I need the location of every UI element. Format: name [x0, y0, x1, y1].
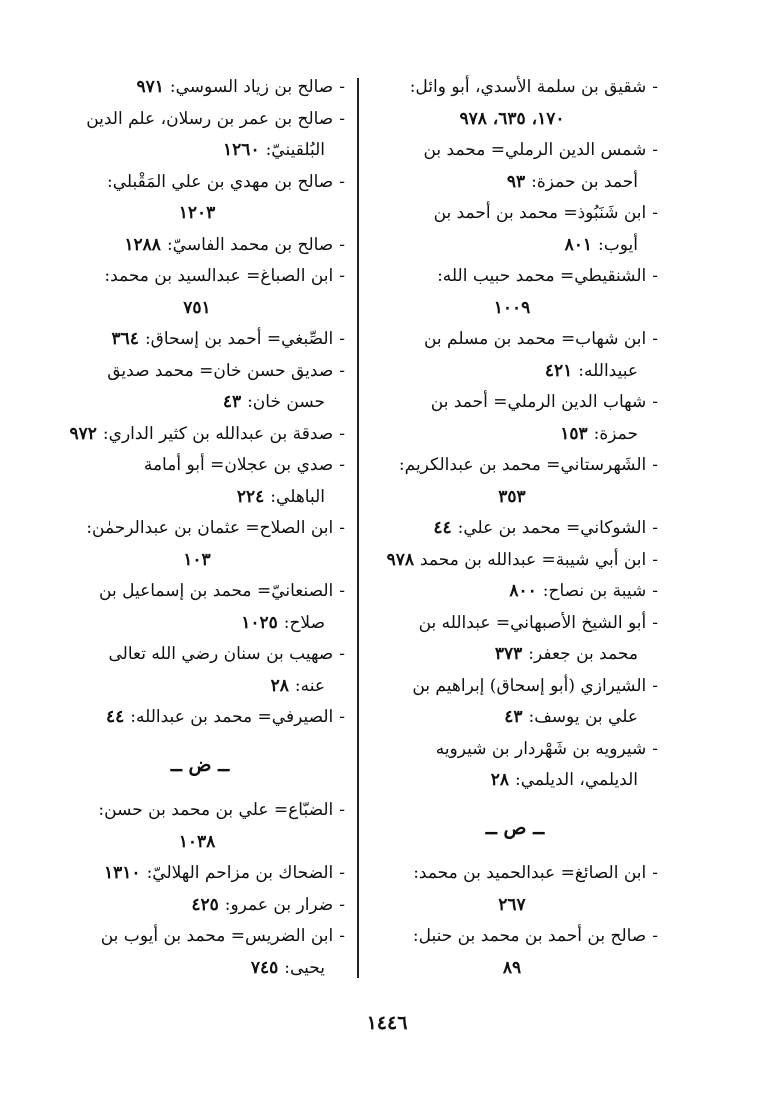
entry-continuation — [55, 135, 345, 167]
index-entry — [55, 450, 345, 513]
index-column-left — [55, 72, 345, 984]
index-entry — [372, 135, 658, 198]
entry-continuation — [372, 890, 652, 922]
page-reference: ٢٢٤ — [236, 486, 265, 507]
entry-name: الشيرازي (أبو إسحاق) إبراهيم بن — [412, 675, 647, 696]
page-reference: ١٠٢٥ — [241, 612, 278, 633]
entry-bullet: - — [339, 894, 345, 915]
index-entry — [372, 734, 658, 797]
page-reference: ٤٣ — [222, 392, 242, 412]
index-entry — [372, 450, 658, 513]
entry-continuation-text: حمزة: — [593, 423, 638, 444]
entry-continuation-text: حسن خان: — [247, 392, 325, 412]
index-entry — [55, 230, 345, 262]
entry-continuation — [55, 387, 345, 419]
entry-name: صدقة بن عبدالله بن كثير الداري: — [102, 423, 334, 444]
index-entry — [55, 890, 345, 922]
entry-bullet: - — [652, 140, 658, 160]
entry-continuation-text: ١٠٣٨ — [178, 831, 216, 852]
entry-name: صالح بن أحمد بن محمد بن حنبل: — [412, 926, 647, 946]
index-entry — [55, 639, 345, 702]
page-reference: ٤٢٥ — [191, 894, 219, 915]
entry-name: الشوكاني= محمد بن علي: — [457, 518, 647, 538]
entry-continuation-text: ١٧٠، ٦٣٥، ٩٧٨ — [459, 108, 565, 129]
entry-bullet: - — [652, 329, 658, 349]
index-entry — [372, 576, 658, 608]
entry-bullet: - — [339, 863, 345, 883]
entry-name: صالح بن عمر بن رسلان، علم الدين — [86, 108, 334, 129]
index-entry — [372, 387, 658, 450]
entry-name: أبو الشيخ الأصبهاني= عبدالله بن — [418, 612, 647, 633]
page-reference: ٤٤ — [106, 707, 125, 727]
entry-continuation-text: يحيى: — [284, 957, 325, 978]
page-reference: ٣٧٣ — [494, 644, 523, 664]
page-reference: ٢٨ — [490, 770, 510, 790]
entry-continuation-text: محمد بن جعفر: — [528, 644, 638, 664]
entry-continuation-text: البُلقينيّ: — [265, 140, 325, 160]
entry-continuation-text: أحمد بن حمزة: — [531, 171, 638, 192]
entry-name: شقيق بن سلمة الأسدي، أبو وائل: — [409, 77, 647, 97]
index-entry — [372, 324, 658, 387]
section-heading: ــ ص ــ — [485, 816, 545, 839]
entry-bullet: - — [652, 203, 658, 223]
entry-bullet: - — [339, 234, 345, 255]
entry-continuation-text: ١٢٠٣ — [178, 203, 216, 223]
entry-name: ابن الصائغ= عبدالحميد بن محمد: — [413, 863, 647, 883]
entry-continuation — [372, 293, 652, 325]
entry-continuation — [55, 545, 339, 577]
entry-bullet: - — [339, 266, 345, 286]
index-entry — [55, 104, 345, 167]
entry-bullet: - — [652, 266, 658, 286]
entry-continuation-text: ٧٥١ — [183, 297, 211, 318]
entry-name: الضحاك بن مزاحم الهلاليّ: — [146, 863, 334, 883]
entry-bullet: - — [652, 77, 658, 97]
index-entry — [372, 545, 658, 577]
entry-name: شيبة بن نصاح: — [542, 581, 647, 601]
entry-name: صهيب بن سنان رضي الله تعالى — [108, 644, 334, 664]
page-reference: ٤٤ — [433, 518, 452, 538]
entry-bullet: - — [652, 926, 658, 946]
entry-continuation — [372, 104, 652, 136]
entry-name: ابن شَنَبُوذ= محمد بن أحمد بن — [433, 203, 647, 223]
entry-continuation-text: الديلمي، الديلمي: — [515, 770, 638, 790]
page-reference: ٨٠٠ — [509, 581, 537, 601]
index-entry — [55, 921, 345, 984]
page-number: ١٤٤٦ — [366, 1012, 408, 1034]
entry-continuation — [55, 827, 339, 859]
page-reference: ١٥٣ — [560, 423, 588, 444]
entry-name: الصِّبغي= أحمد بن إسحاق: — [144, 329, 334, 349]
page-reference: ١٢٦٠ — [223, 140, 260, 160]
entry-name: الصنعانيّ= محمد بن إسماعيل بن — [99, 581, 334, 601]
entry-bullet: - — [339, 926, 345, 946]
index-entry — [55, 261, 345, 324]
page-reference: ٢٨ — [270, 675, 289, 696]
entry-continuation — [372, 356, 658, 388]
entry-bullet: - — [339, 77, 345, 97]
entry-name: صالح بن زياد السوسي: — [169, 77, 334, 97]
index-column-right — [372, 72, 658, 984]
page-reference: ٤٣ — [504, 707, 523, 727]
entry-name: الشَهرستاني= محمد بن عبدالكريم: — [398, 455, 647, 475]
index-entry — [372, 72, 658, 135]
entry-name: الصيرفي= محمد بن عبدالله: — [130, 707, 334, 727]
page-reference: ٩٧٨ — [386, 549, 414, 570]
index-entry — [55, 702, 345, 734]
entry-bullet: - — [652, 455, 658, 475]
entry-continuation-text: ١٠٣ — [183, 549, 211, 570]
index-entry — [55, 167, 345, 230]
entry-name: صالح بن محمد الفاسيّ: — [166, 234, 334, 255]
page-reference: ٩٣ — [506, 171, 526, 192]
entry-bullet: - — [339, 518, 345, 538]
entry-continuation — [372, 953, 652, 985]
index-entry — [372, 513, 658, 545]
entry-continuation-text: أيوب: — [598, 234, 638, 255]
entry-continuation-text: عنه: — [294, 675, 325, 696]
index-entry — [372, 198, 658, 261]
page-reference: ٧٤٥ — [250, 957, 279, 978]
page-reference: ٩٧٢ — [69, 423, 97, 444]
entry-continuation — [55, 953, 345, 985]
entry-continuation-text: ١٠٠٩ — [493, 297, 531, 318]
entry-continuation-text: علي بن يوسف: — [528, 707, 638, 727]
entry-continuation — [55, 293, 339, 325]
index-entry — [372, 608, 658, 671]
index-entry — [55, 576, 345, 639]
entry-continuation — [372, 482, 652, 514]
entry-name: شمس الدين الرملي= محمد بن — [423, 140, 647, 160]
entry-name: ابن أبي شيبة= عبدالله بن محمد — [420, 549, 647, 570]
entry-bullet: - — [652, 612, 658, 633]
entry-bullet: - — [339, 108, 345, 129]
index-entry — [55, 324, 345, 356]
entry-continuation — [372, 702, 658, 734]
entry-bullet: - — [652, 863, 658, 883]
entry-continuation-text: ٣٥٣ — [498, 486, 526, 507]
entry-bullet: - — [339, 644, 345, 664]
entry-bullet: - — [339, 171, 345, 192]
entry-name: ابن شهاب= محمد بن مسلم بن — [423, 329, 647, 349]
entry-name: شيرويه بن شَهْردار بن شيرويه — [435, 738, 647, 759]
entry-name: ضرار بن عمرو: — [224, 894, 334, 915]
index-entry — [55, 356, 345, 419]
entry-continuation-text: صلاح: — [283, 612, 325, 633]
index-entry — [372, 261, 658, 324]
entry-name: صالح بن مهدي بن علي المَقْبلي: — [107, 171, 334, 192]
entry-name: الضبّاع= علي بن محمد بن حسن: — [98, 800, 334, 820]
page-reference: ٨٠١ — [564, 234, 593, 255]
entry-continuation — [372, 167, 658, 199]
index-entry — [55, 858, 345, 890]
entry-bullet: - — [339, 360, 345, 381]
page-reference: ٤٢١ — [544, 360, 573, 381]
entry-bullet: - — [339, 423, 345, 444]
entry-continuation-text: عبيدالله: — [578, 360, 638, 381]
index-entry — [372, 858, 658, 921]
entry-bullet: - — [652, 549, 658, 570]
entry-continuation — [55, 671, 345, 703]
index-entry — [55, 795, 345, 858]
entry-bullet: - — [339, 329, 345, 349]
index-entry — [372, 671, 658, 734]
entry-bullet: - — [652, 518, 658, 538]
entry-continuation — [372, 230, 658, 262]
entry-bullet: - — [339, 581, 345, 601]
column-divider — [357, 78, 359, 978]
entry-bullet: - — [652, 675, 658, 696]
entry-name: شهاب الدين الرملي= أحمد بن — [430, 392, 647, 412]
entry-continuation-text: ٨٩ — [502, 957, 522, 978]
entry-bullet: - — [339, 455, 345, 475]
page-reference: ٩٧١ — [136, 77, 164, 97]
entry-continuation — [55, 608, 345, 640]
entry-continuation — [372, 419, 658, 451]
entry-bullet: - — [339, 800, 345, 820]
entry-name: الشنقيطي= محمد حبيب الله: — [437, 266, 647, 286]
entry-name: ابن الضريس= محمد بن أيوب بن — [100, 926, 334, 946]
entry-continuation — [372, 639, 658, 671]
page-reference: ٣٦٤ — [111, 329, 139, 349]
entry-name: صدي بن عجلان= أبو أمامة — [143, 455, 334, 475]
entry-continuation — [55, 198, 339, 230]
entry-continuation — [372, 765, 658, 797]
entry-bullet: - — [652, 581, 658, 601]
index-entry — [55, 513, 345, 576]
entry-bullet: - — [339, 707, 345, 727]
entry-name: ابن الصلاح= عثمان بن عبدالرحمٰن: — [86, 518, 334, 538]
entry-name: صديق حسن خان= محمد صديق — [107, 360, 334, 381]
entry-bullet: - — [652, 392, 658, 412]
index-entry — [55, 72, 345, 104]
entry-bullet: - — [652, 738, 658, 759]
entry-continuation-text: ٢٦٧ — [498, 894, 526, 915]
entry-name: ابن الصباغ= عبدالسيد بن محمد: — [104, 266, 334, 286]
index-entry — [55, 419, 345, 451]
section-heading: ــ ض ــ — [170, 753, 230, 776]
page-reference: ١٢٨٨ — [124, 234, 161, 255]
page-reference: ١٣١٠ — [104, 863, 141, 883]
entry-continuation-text: الباهلي: — [270, 486, 325, 507]
entry-continuation — [55, 482, 345, 514]
index-entry — [372, 921, 658, 984]
